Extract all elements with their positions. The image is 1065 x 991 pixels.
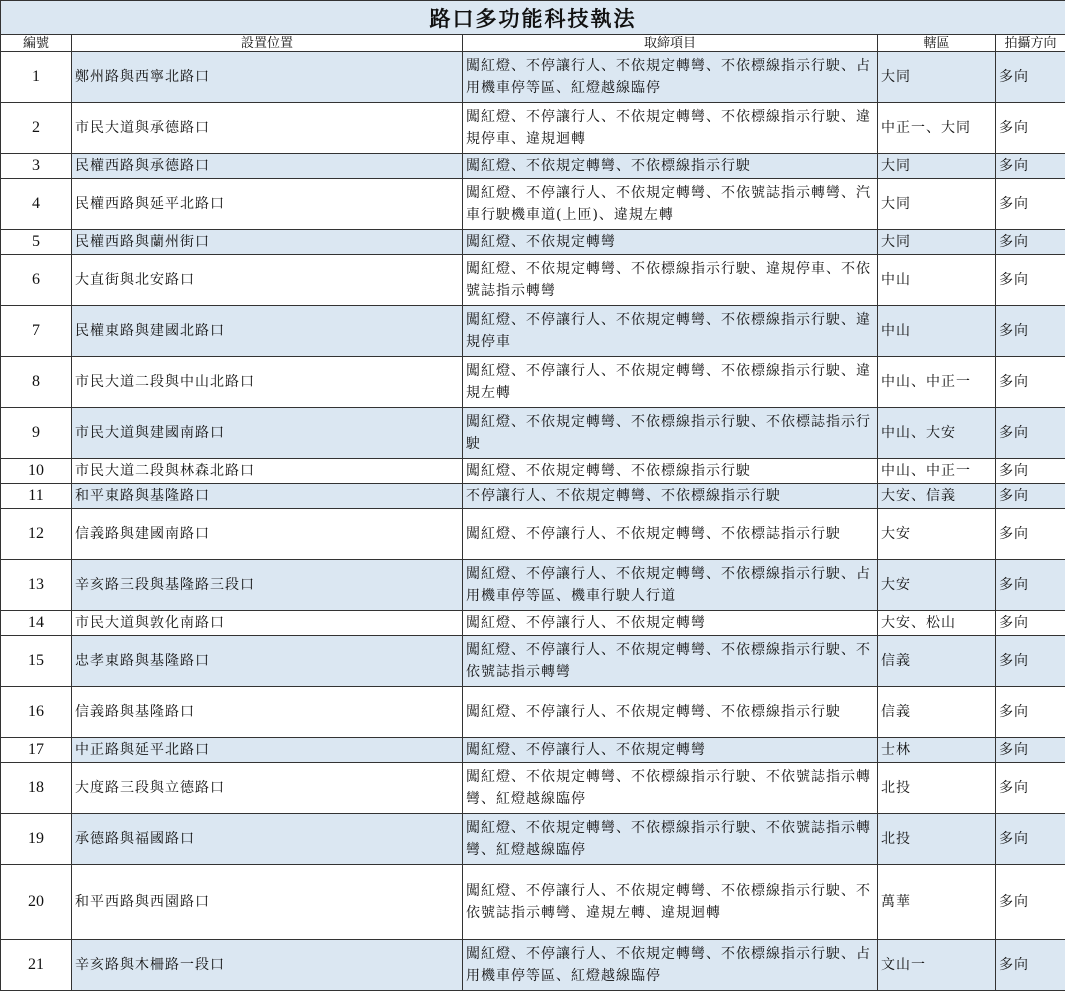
- cell-number: 15: [1, 636, 72, 687]
- cell-direction: 多向: [996, 484, 1065, 509]
- table-row: [1, 459, 1065, 484]
- table-title: 路口多功能科技執法: [1, 1, 1065, 35]
- cell-direction: 多向: [996, 306, 1065, 357]
- cell-location: 市民大道與承德路口: [72, 103, 463, 154]
- table-row: [1, 154, 1065, 179]
- header-items: 取締項目: [463, 35, 878, 52]
- cell-direction: 多向: [996, 687, 1065, 738]
- cell-district: 士林: [878, 738, 996, 763]
- cell-location: 信義路與基隆路口: [72, 687, 463, 738]
- cell-district: 萬華: [878, 865, 996, 940]
- cell-direction: 多向: [996, 560, 1065, 611]
- table-row: [1, 636, 1065, 687]
- cell-number: 11: [1, 484, 72, 509]
- cell-location: 忠孝東路與基隆路口: [72, 636, 463, 687]
- table-row: [1, 738, 1065, 763]
- cell-items: 闖紅燈、不停讓行人、不依規定轉彎、不依標線指示行駛: [463, 687, 878, 738]
- cell-location: 鄭州路與西寧北路口: [72, 52, 463, 103]
- cell-location: 信義路與建國南路口: [72, 509, 463, 560]
- cell-items: 闖紅燈、不停讓行人、不依規定轉彎、不依標線指示行駛、占用機車停等區、紅燈越線臨停: [463, 52, 878, 103]
- cell-direction: 多向: [996, 611, 1065, 636]
- table-row: [1, 611, 1065, 636]
- cell-location: 市民大道與建國南路口: [72, 408, 463, 459]
- header-number: 編號: [1, 35, 72, 52]
- cell-district: 中山、大安: [878, 408, 996, 459]
- cell-items: 闖紅燈、不停讓行人、不依規定轉彎: [463, 611, 878, 636]
- cell-direction: 多向: [996, 52, 1065, 103]
- cell-number: 20: [1, 865, 72, 940]
- cell-number: 4: [1, 179, 72, 230]
- cell-number: 17: [1, 738, 72, 763]
- cell-district: 中山、中正一: [878, 357, 996, 408]
- cell-location: 承德路與福國路口: [72, 814, 463, 865]
- cell-number: 1: [1, 52, 72, 103]
- cell-number: 21: [1, 940, 72, 991]
- cell-district: 中正一、大同: [878, 103, 996, 154]
- cell-district: 北投: [878, 763, 996, 814]
- cell-direction: 多向: [996, 940, 1065, 991]
- cell-number: 19: [1, 814, 72, 865]
- cell-location: 大直街與北安路口: [72, 255, 463, 306]
- table-row: [1, 687, 1065, 738]
- table-row: [1, 103, 1065, 154]
- table-row: [1, 52, 1065, 103]
- cell-district: 中山、中正一: [878, 459, 996, 484]
- table-row: [1, 763, 1065, 814]
- cell-items: 闖紅燈、不依規定轉彎、不依標線指示行駛: [463, 459, 878, 484]
- cell-location: 民權東路與建國北路口: [72, 306, 463, 357]
- cell-direction: 多向: [996, 408, 1065, 459]
- cell-number: 10: [1, 459, 72, 484]
- cell-items: 闖紅燈、不依規定轉彎、不依標線指示行駛、不依號誌指示轉彎、紅燈越線臨停: [463, 814, 878, 865]
- cell-district: 文山一: [878, 940, 996, 991]
- cell-number: 7: [1, 306, 72, 357]
- cell-district: 信義: [878, 687, 996, 738]
- cell-district: 中山: [878, 306, 996, 357]
- cell-items: 闖紅燈、不停讓行人、不依規定轉彎、不依標線指示行駛、不依號誌指示轉彎、違規左轉、違規迴轉: [463, 865, 878, 940]
- cell-direction: 多向: [996, 154, 1065, 179]
- cell-direction: 多向: [996, 814, 1065, 865]
- table-row: [1, 484, 1065, 509]
- table-row: [1, 865, 1065, 940]
- cell-items: 闖紅燈、不停讓行人、不依規定轉彎、不依標線指示行駛、不依號誌指示轉彎: [463, 636, 878, 687]
- cell-location: 市民大道二段與林森北路口: [72, 459, 463, 484]
- cell-district: 大同: [878, 52, 996, 103]
- cell-location: 市民大道與敦化南路口: [72, 611, 463, 636]
- cell-items: 闖紅燈、不依規定轉彎、不依標線指示行駛、不依標誌指示行駛: [463, 408, 878, 459]
- cell-number: 18: [1, 763, 72, 814]
- cell-items: 闖紅燈、不停讓行人、不依規定轉彎、不依號誌指示轉彎、汽車行駛機車道(上匝)、違規左轉: [463, 179, 878, 230]
- cell-location: 民權西路與延平北路口: [72, 179, 463, 230]
- cell-direction: 多向: [996, 509, 1065, 560]
- cell-items: 闖紅燈、不依規定轉彎、不依標線指示行駛: [463, 154, 878, 179]
- table-row: [1, 940, 1065, 991]
- table-row: [1, 179, 1065, 230]
- table-row: [1, 357, 1065, 408]
- cell-location: 辛亥路與木柵路一段口: [72, 940, 463, 991]
- header-direction: 拍攝方向: [996, 35, 1065, 52]
- cell-items: 闖紅燈、不依規定轉彎: [463, 230, 878, 255]
- cell-number: 13: [1, 560, 72, 611]
- cell-items: 闖紅燈、不停讓行人、不依規定轉彎、不依標線指示行駛、占用機車停等區、機車行駛人行道: [463, 560, 878, 611]
- cell-district: 大安: [878, 509, 996, 560]
- cell-direction: 多向: [996, 357, 1065, 408]
- cell-direction: 多向: [996, 230, 1065, 255]
- cell-district: 北投: [878, 814, 996, 865]
- table-row: [1, 509, 1065, 560]
- cell-number: 14: [1, 611, 72, 636]
- cell-direction: 多向: [996, 763, 1065, 814]
- cell-number: 2: [1, 103, 72, 154]
- table-row: [1, 560, 1065, 611]
- cell-items: 闖紅燈、不停讓行人、不依規定轉彎、不依標線指示行駛、占用機車停等區、紅燈越線臨停: [463, 940, 878, 991]
- cell-items: 闖紅燈、不停讓行人、不依規定轉彎、不依標誌指示行駛: [463, 509, 878, 560]
- table-body: [1, 52, 1065, 991]
- cell-direction: 多向: [996, 738, 1065, 763]
- cell-district: 中山: [878, 255, 996, 306]
- cell-items: 闖紅燈、不停讓行人、不依規定轉彎、不依標線指示行駛、違規停車、違規迴轉: [463, 103, 878, 154]
- cell-location: 辛亥路三段與基隆路三段口: [72, 560, 463, 611]
- table-row: [1, 814, 1065, 865]
- cell-items: 闖紅燈、不停讓行人、不依規定轉彎: [463, 738, 878, 763]
- cell-direction: 多向: [996, 255, 1065, 306]
- cell-location: 民權西路與蘭州街口: [72, 230, 463, 255]
- header-district: 轄區: [878, 35, 996, 52]
- cell-district: 大同: [878, 179, 996, 230]
- table-row: [1, 408, 1065, 459]
- cell-items: 不停讓行人、不依規定轉彎、不依標線指示行駛: [463, 484, 878, 509]
- cell-location: 民權西路與承德路口: [72, 154, 463, 179]
- cell-direction: 多向: [996, 865, 1065, 940]
- cell-items: 闖紅燈、不停讓行人、不依規定轉彎、不依標線指示行駛、違規停車: [463, 306, 878, 357]
- cell-district: 大同: [878, 230, 996, 255]
- table-row: [1, 230, 1065, 255]
- cell-direction: 多向: [996, 103, 1065, 154]
- cell-location: 市民大道二段與中山北路口: [72, 357, 463, 408]
- cell-items: 闖紅燈、不依規定轉彎、不依標線指示行駛、不依號誌指示轉彎、紅燈越線臨停: [463, 763, 878, 814]
- cell-direction: 多向: [996, 179, 1065, 230]
- cell-items: 闖紅燈、不依規定轉彎、不依標線指示行駛、違規停車、不依號誌指示轉彎: [463, 255, 878, 306]
- cell-number: 8: [1, 357, 72, 408]
- table-row: [1, 306, 1065, 357]
- cell-district: 大安、信義: [878, 484, 996, 509]
- cell-location: 和平西路與西園路口: [72, 865, 463, 940]
- cell-number: 9: [1, 408, 72, 459]
- cell-direction: 多向: [996, 636, 1065, 687]
- cell-district: 大同: [878, 154, 996, 179]
- cell-number: 16: [1, 687, 72, 738]
- cell-direction: 多向: [996, 459, 1065, 484]
- cell-number: 5: [1, 230, 72, 255]
- cell-number: 6: [1, 255, 72, 306]
- header-location: 設置位置: [72, 35, 463, 52]
- cell-location: 和平東路與基隆路口: [72, 484, 463, 509]
- cell-location: 中正路與延平北路口: [72, 738, 463, 763]
- cell-number: 3: [1, 154, 72, 179]
- cell-items: 闖紅燈、不停讓行人、不依規定轉彎、不依標線指示行駛、違規左轉: [463, 357, 878, 408]
- cell-district: 大安: [878, 560, 996, 611]
- cell-district: 大安、松山: [878, 611, 996, 636]
- table-row: [1, 255, 1065, 306]
- cell-district: 信義: [878, 636, 996, 687]
- cell-location: 大度路三段與立德路口: [72, 763, 463, 814]
- cell-number: 12: [1, 509, 72, 560]
